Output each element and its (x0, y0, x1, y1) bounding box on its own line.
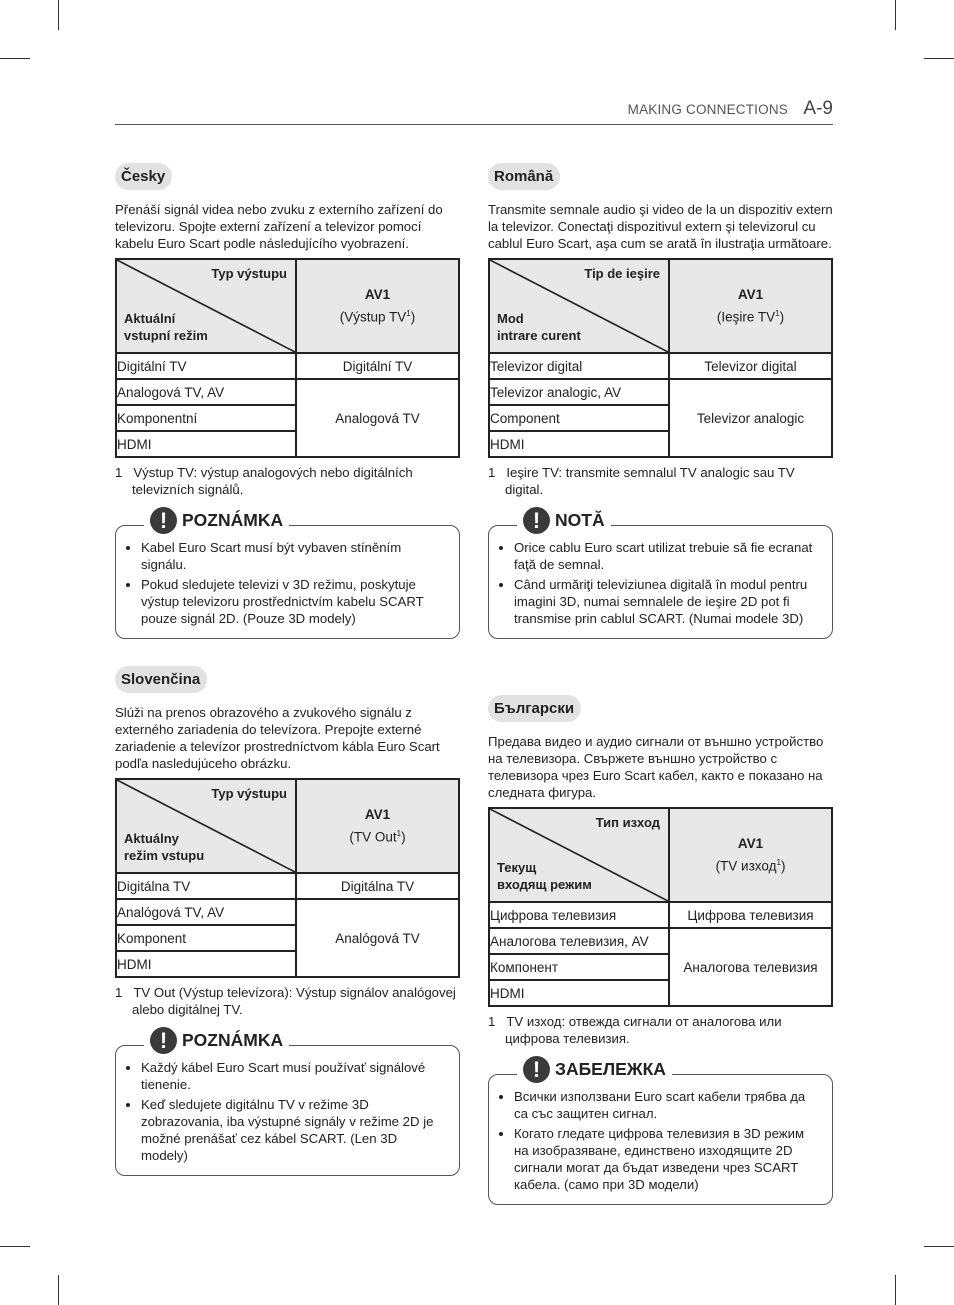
table-cell: Digitálna TV (116, 873, 296, 899)
av1-sub: (TV изход (715, 858, 777, 874)
footnote: 1 TV Out (Výstup televízora): Výstup signálov analógovej alebo digitálnej TV. (115, 985, 456, 1017)
av1-label: AV1 (737, 287, 764, 303)
av1-label: AV1 (364, 807, 391, 823)
page-number: A-9 (803, 98, 833, 119)
note-item: • Pokud sledujete televizi v 3D režimu, poskytuje výstup televizoru prostřednictvím kabelu SCART pouze signál 2D. (Pouze 3D modely) (141, 576, 447, 627)
connection-table (488, 807, 833, 1007)
exclamation-icon: ! (523, 1056, 550, 1083)
table-cell: Analogová TV (296, 379, 459, 457)
table-cell: Digitální TV (116, 353, 296, 379)
section-romana (488, 163, 833, 639)
table-cell: Digitálna TV (296, 873, 459, 899)
av1-label: AV1 (737, 836, 764, 852)
section-cesky (115, 163, 460, 639)
intro-text: Предава видео и аудио сигнали от външно устройство на телевизора. Свържете външно устройство с телевизора чрез Euro Scart кабел, както е показано на следната фигура. (488, 734, 824, 800)
footnote: 1 TV изход: отвежда сигнали от аналогова или цифрова телевизия. (488, 1014, 782, 1046)
note-item: • Când urmăriţi televiziunea digitală în modul pentru imagini 3D, numai semnalele de ieşire 2D pot fi transmise prin cablul SCART. (Numai modele 3D) (514, 576, 820, 627)
table-cell: Komponentní (116, 405, 296, 431)
av1-sub: (Ieşire TV (716, 309, 776, 325)
exclamation-icon: ! (150, 507, 177, 534)
av1-sub: (Výstup TV (339, 309, 407, 325)
table-diagonal-header (489, 259, 669, 353)
av1-header: AV1 (TV изход$^1$) (669, 808, 832, 902)
connection-table (488, 258, 833, 458)
av1-label: AV1 (364, 287, 391, 303)
note-box (488, 508, 833, 639)
table-diagonal-header (116, 779, 296, 873)
table-cell: Аналогова телевизия (669, 928, 832, 1006)
table-cell: Televizor analogic (669, 379, 832, 457)
crop-mark (58, 1275, 59, 1305)
table-cell: Televizor digital (669, 353, 832, 379)
crop-mark (58, 0, 59, 30)
footnote: 1 Ieşire TV: transmite semnalul TV analogic sau TV digital. (488, 465, 795, 497)
av1-header: AV1 (TV Out$^1$) (296, 779, 459, 873)
table-cell: Televizor digital (489, 353, 669, 379)
input-mode-label: režim vstupu (124, 848, 205, 863)
table-cell: Аналогова телевизия, AV (489, 928, 669, 954)
intro-text: Přenáší signál videa nebo zvuku z externího zařízení do televizoru. Spojte externí zařízení a televizor pomocí kabelu Euro Scart podle následujícího vyobrazení. (115, 202, 443, 251)
input-mode-label: входящ режим (497, 877, 592, 892)
table-cell: HDMI (489, 431, 669, 457)
table-cell: Цифрова телевизия (669, 902, 832, 928)
table-cell: Televizor analogic, AV (489, 379, 669, 405)
note-item: • Každý kábel Euro Scart musí používať signálové tienenie. (141, 1059, 447, 1093)
av1-header: AV1 (Výstup $TV^1$) (296, 259, 459, 353)
crop-mark (924, 1246, 954, 1247)
section-title: MAKING CONNECTIONS (627, 102, 788, 117)
input-mode-label: Aktuálny (124, 831, 179, 846)
note-item: • Kabel Euro Scart musí být vybaven stíněním signálu. (141, 539, 447, 573)
note-item: • Когато гледате цифрова телевизия в 3D режим на изобразяване, единствено изходящите 2D сигнали могат да бъдат изведени чрез SCART кабела. (само при 3D модели) (514, 1125, 820, 1193)
header-rule (115, 124, 833, 125)
table-cell: Analógová TV (296, 899, 459, 977)
output-type-label: Tip de ieşire (584, 266, 660, 281)
language-title: Română (488, 163, 560, 190)
section-slovencina (115, 666, 460, 1176)
input-mode-label: intrare curent (497, 328, 581, 343)
table-cell: Цифрова телевизия (489, 902, 669, 928)
section-balgarski (488, 695, 833, 1205)
table-cell: Analogová TV, AV (116, 379, 296, 405)
table-diagonal-header (489, 808, 669, 902)
note-label: NOTĂ (555, 510, 605, 530)
crop-mark (0, 58, 30, 59)
language-title: Slovenčina (115, 666, 207, 693)
table-cell: HDMI (116, 951, 296, 977)
input-mode-label: Текущ (497, 860, 537, 875)
crop-mark (0, 1246, 30, 1247)
language-title: Български (488, 695, 581, 722)
note-box (115, 508, 460, 639)
table-cell: HDMI (116, 431, 296, 457)
note-item: • Keď sledujete digitálnu TV v režime 3D zobrazovania, iba výstupné signály v režime 2D je možné prenášať cez kábel SCART. (Len 3D modely) (141, 1096, 447, 1164)
intro-text: Slúži na prenos obrazového a zvukového signálu z externého zariadenia do televízora. Prepojte externé zariadenie a televízor prostredníctvom kábla Euro Scart podľa nasledujúceho obrázku. (115, 705, 440, 771)
input-mode-label: Aktuální (124, 311, 176, 326)
intro-text: Transmite semnale audio şi video de la un dispozitiv extern la televizor. Conectaţi dispozitivul extern şi televizorul cu cablul Euro Scart, aşa cum se arată în ilustraţia următoare. (488, 202, 833, 251)
connection-table (115, 258, 460, 458)
table-cell: Komponent (116, 925, 296, 951)
note-item: • Всички използвани Euro scart кабели трябва да са със защитен сигнал. (514, 1088, 820, 1122)
table-cell: Analógová TV, AV (116, 899, 296, 925)
note-box (115, 1028, 460, 1176)
output-type-label: Тип изход (595, 815, 660, 830)
crop-mark (895, 1275, 896, 1305)
input-mode-label: Mod (497, 311, 524, 326)
exclamation-icon: ! (150, 1027, 177, 1054)
av1-sub: (TV Out (349, 829, 397, 845)
output-type-label: Typ výstupu (211, 786, 287, 801)
input-mode-label: vstupní režim (124, 328, 208, 343)
table-cell: HDMI (489, 980, 669, 1006)
footnote: 1 Výstup TV: výstup analogových nebo digitálních televizních signálů. (115, 465, 413, 497)
language-title: Česky (115, 163, 172, 190)
table-cell: Digitální TV (296, 353, 459, 379)
note-box (488, 1057, 833, 1205)
note-label: ЗАБЕЛЕЖКА (555, 1059, 666, 1079)
output-type-label: Typ výstupu (211, 266, 287, 281)
note-item: • Orice cablu Euro scart utilizat trebuie să fie ecranat faţă de semnal. (514, 539, 820, 573)
table-diagonal-header (116, 259, 296, 353)
crop-mark (895, 0, 896, 30)
exclamation-icon: ! (523, 507, 550, 534)
connection-table (115, 778, 460, 978)
crop-mark (924, 58, 954, 59)
note-label: POZNÁMKA (182, 510, 284, 530)
note-label: POZNÁMKA (182, 1030, 284, 1050)
table-cell: Component (489, 405, 669, 431)
table-cell: Компонент (489, 954, 669, 980)
av1-header: AV1 (Ieşire $TV^1$) (669, 259, 832, 353)
